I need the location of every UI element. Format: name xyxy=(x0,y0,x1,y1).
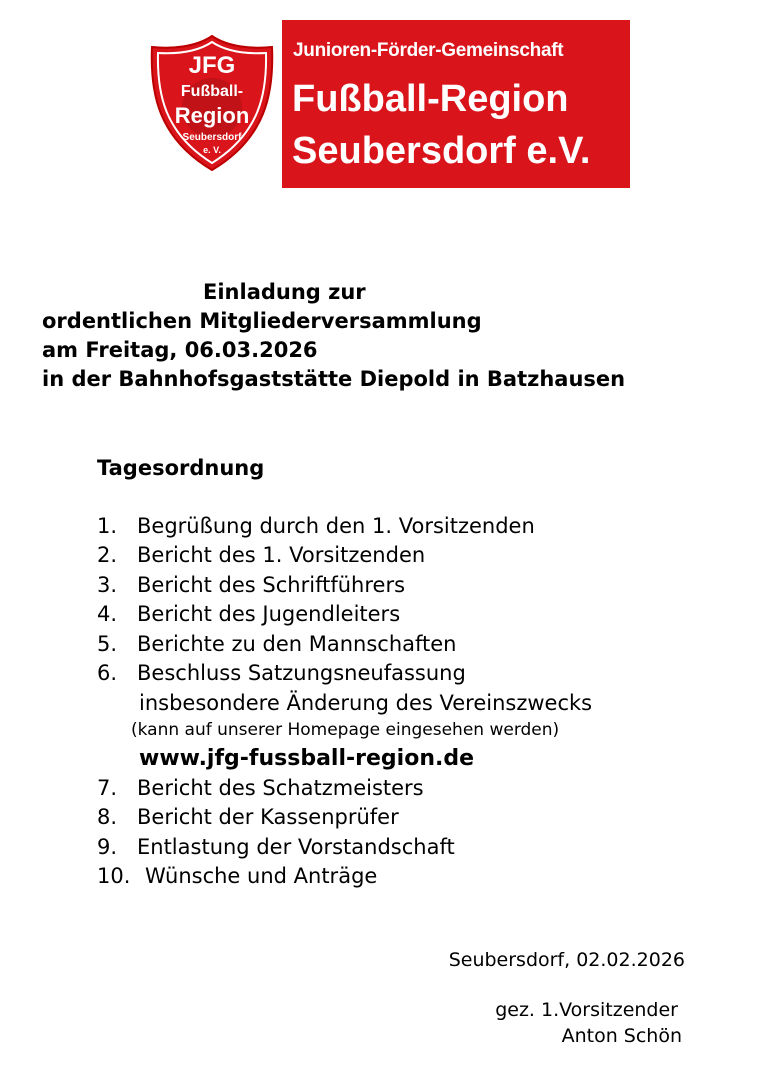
agenda-item: 2. Bericht des 1. Vorsitzenden xyxy=(97,543,426,567)
agenda-item: 4. Bericht des Jugendleiters xyxy=(97,602,401,626)
banner-subtitle: Junioren-Förder-Gemeinschaft xyxy=(293,40,564,61)
agenda-item: 1. Begrüßung durch den 1. Vorsitzenden xyxy=(97,514,535,538)
heading-line-4: in der Bahnhofsgaststätte Diepold in Batzhausen xyxy=(42,367,626,391)
agenda-item: 7. Bericht des Schatzmeisters xyxy=(97,776,424,800)
signature-name: Anton Schön xyxy=(561,1025,682,1047)
agenda-item: 8. Bericht der Kassenprüfer xyxy=(97,805,399,829)
agenda-item: 5. Berichte zu den Mannschaften xyxy=(97,632,457,656)
agenda-item: 9. Entlastung der Vorstandschaft xyxy=(97,835,455,859)
agenda-item: 6. Beschluss Satzungsneufassung xyxy=(97,661,466,685)
svg-text:Seubersdorf: Seubersdorf xyxy=(182,132,242,143)
svg-text:Fußball-: Fußball- xyxy=(180,83,244,100)
homepage-link[interactable]: www.jfg-fussball-region.de xyxy=(139,746,475,771)
agenda-item-6-detail: insbesondere Änderung des Vereinszwecks xyxy=(139,691,593,715)
agenda-item: 3. Bericht des Schriftführers xyxy=(97,573,406,597)
club-crest-logo xyxy=(148,33,276,173)
agenda-title: Tagesordnung xyxy=(97,456,265,480)
svg-text:Region: Region xyxy=(174,103,250,128)
place-date: Seubersdorf, 02.02.2026 xyxy=(448,949,685,971)
agenda-item-6-note: (kann auf unserer Homepage eingesehen werden) xyxy=(131,720,560,740)
heading-line-3: am Freitag, 06.03.2026 xyxy=(42,338,318,362)
banner-title: Fußball-Region xyxy=(292,78,569,120)
heading-line-1: Einladung zur xyxy=(203,280,366,304)
signature-role: gez. 1.Vorsitzender xyxy=(495,999,678,1021)
svg-text:JFG: JFG xyxy=(188,52,236,79)
logo-banner xyxy=(282,20,630,188)
svg-text:e. V.: e. V. xyxy=(203,145,221,155)
heading-line-2: ordentlichen Mitgliederversammlung xyxy=(42,309,482,333)
banner-location: Seubersdorf e.V. xyxy=(292,130,591,172)
agenda-item: 10. Wünsche und Anträge xyxy=(97,864,378,888)
